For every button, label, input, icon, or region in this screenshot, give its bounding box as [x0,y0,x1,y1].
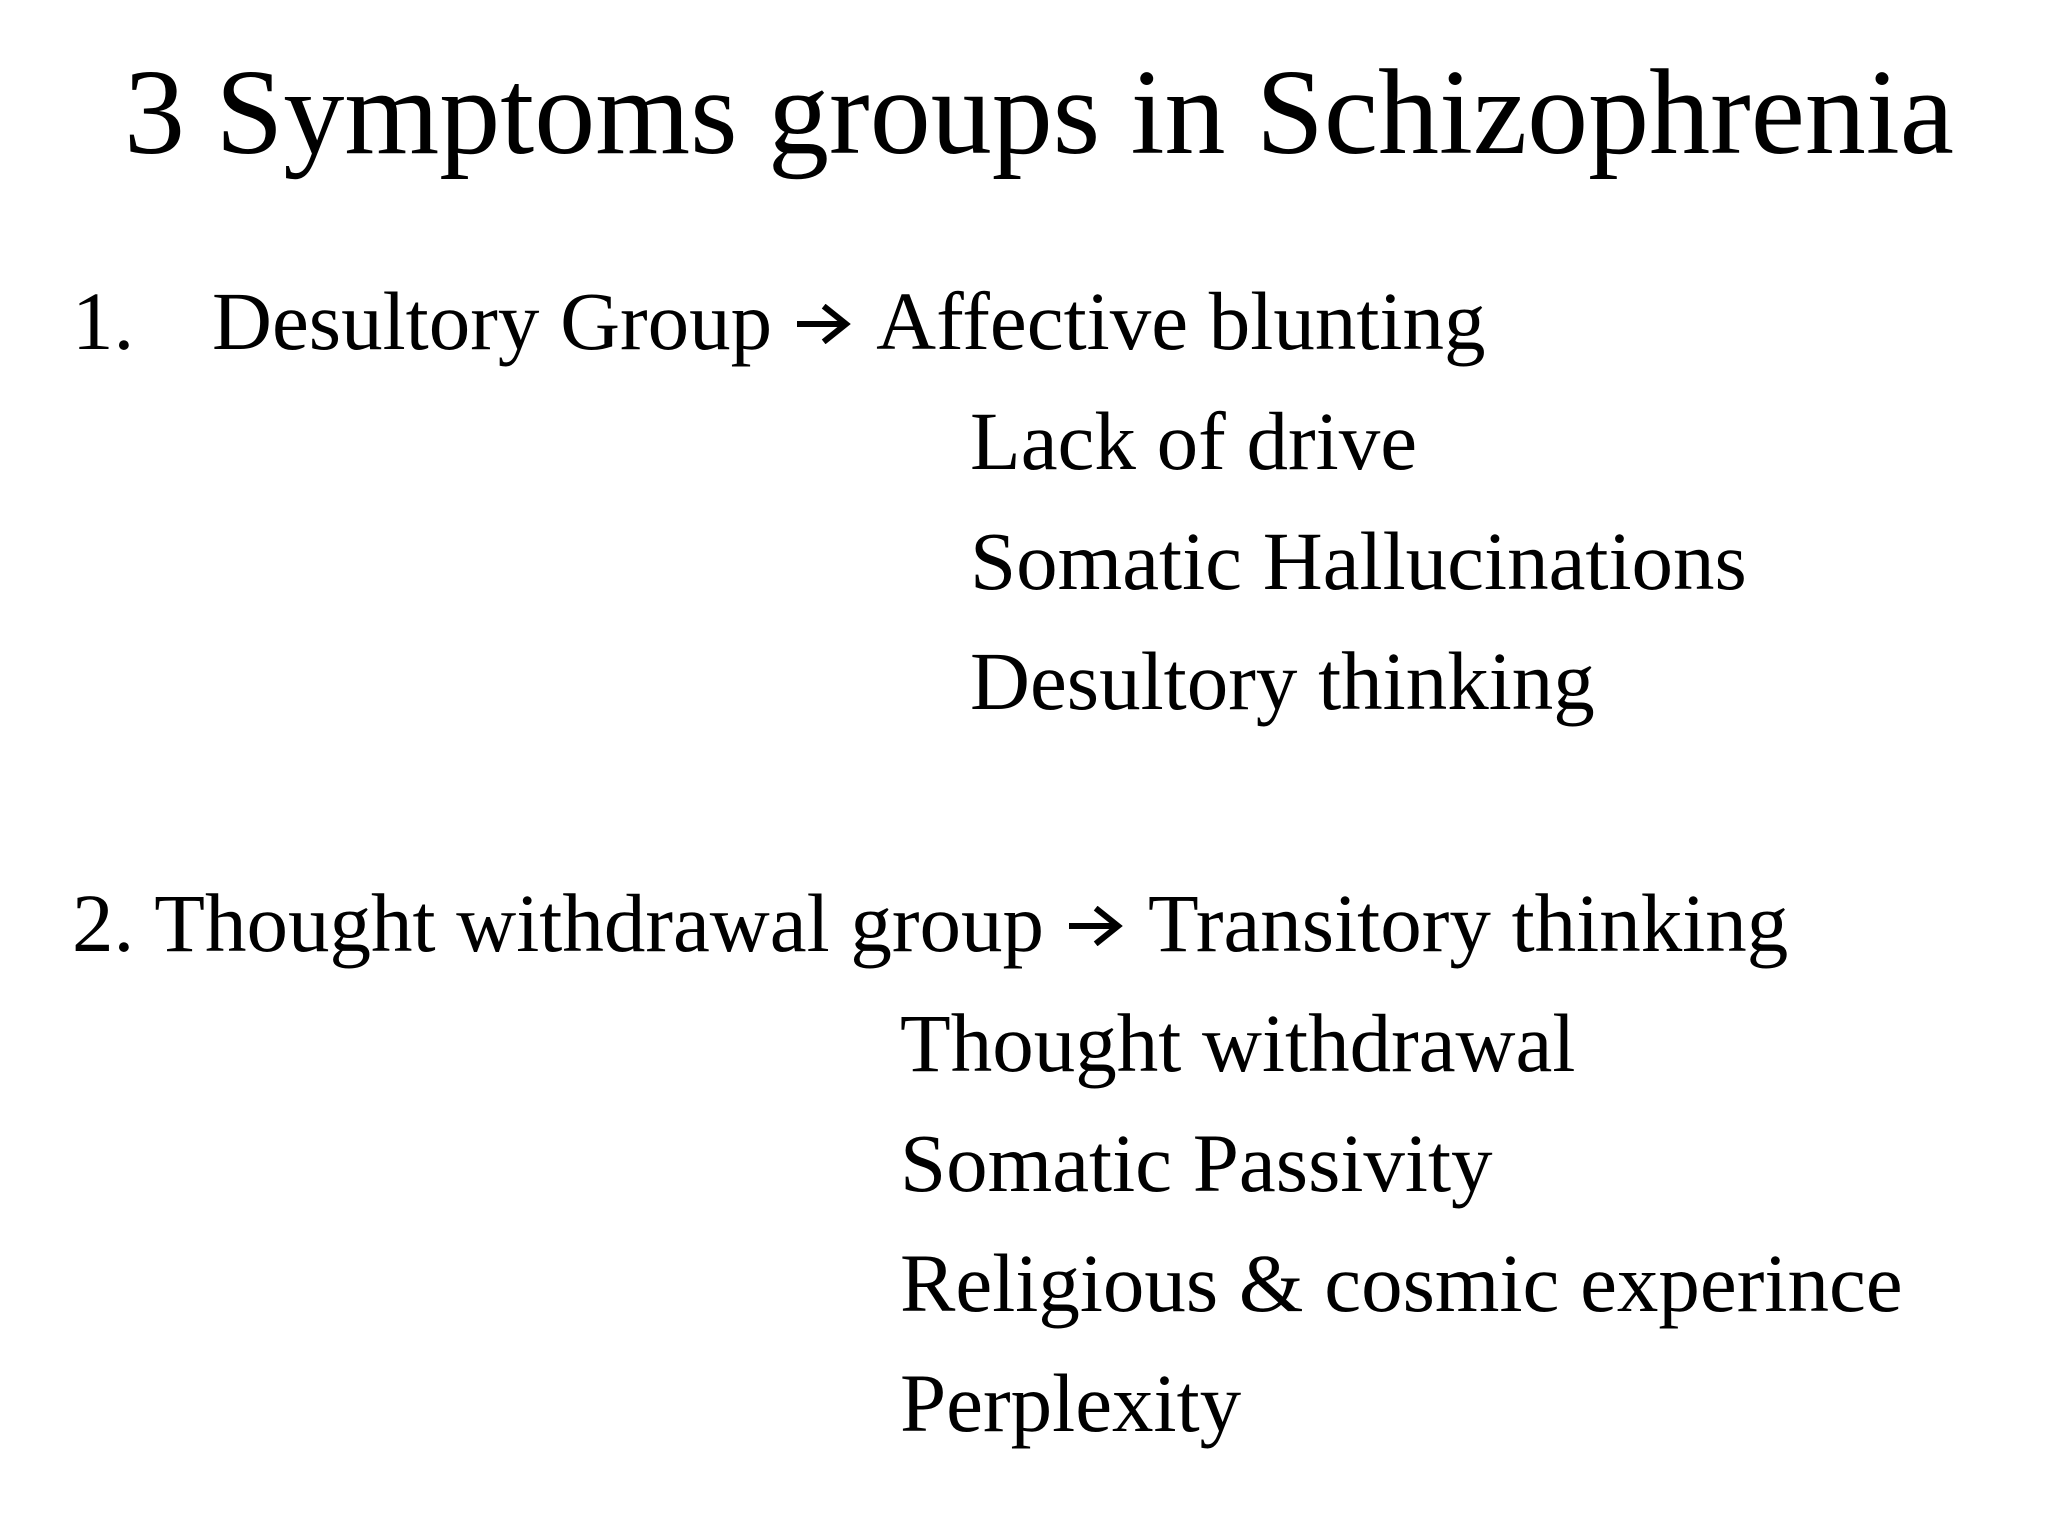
group-2-header [72,877,1789,969]
group-1-name: Desultory Group [212,275,773,367]
group-2-symptom-4: Religious & cosmic experince [900,1237,1903,1329]
group-1-symptom-3: Somatic Hallucinations [970,515,1747,607]
group-2-symptom-5: Perplexity [900,1357,1242,1449]
group-1-number: 1. [72,275,135,367]
right-arrow-icon [1068,906,1124,946]
group-1-symptom-1: Affective blunting [876,275,1486,367]
group-2-number: 2. [72,877,135,969]
group-2-symptom-2: Thought withdrawal [900,997,1576,1089]
right-arrow-icon [796,304,852,344]
group-1-header [72,275,1486,367]
group-1-symptom-4: Desultory thinking [970,635,1595,727]
group-1-symptom-2: Lack of drive [970,395,1418,487]
slide-title: 3 Symptoms groups in Schizophrenia [124,45,1954,180]
group-2-symptom-1: Transitory thinking [1148,877,1789,969]
group-2-symptom-3: Somatic Passivity [900,1117,1493,1209]
group-2-name: Thought withdrawal group [154,877,1045,969]
